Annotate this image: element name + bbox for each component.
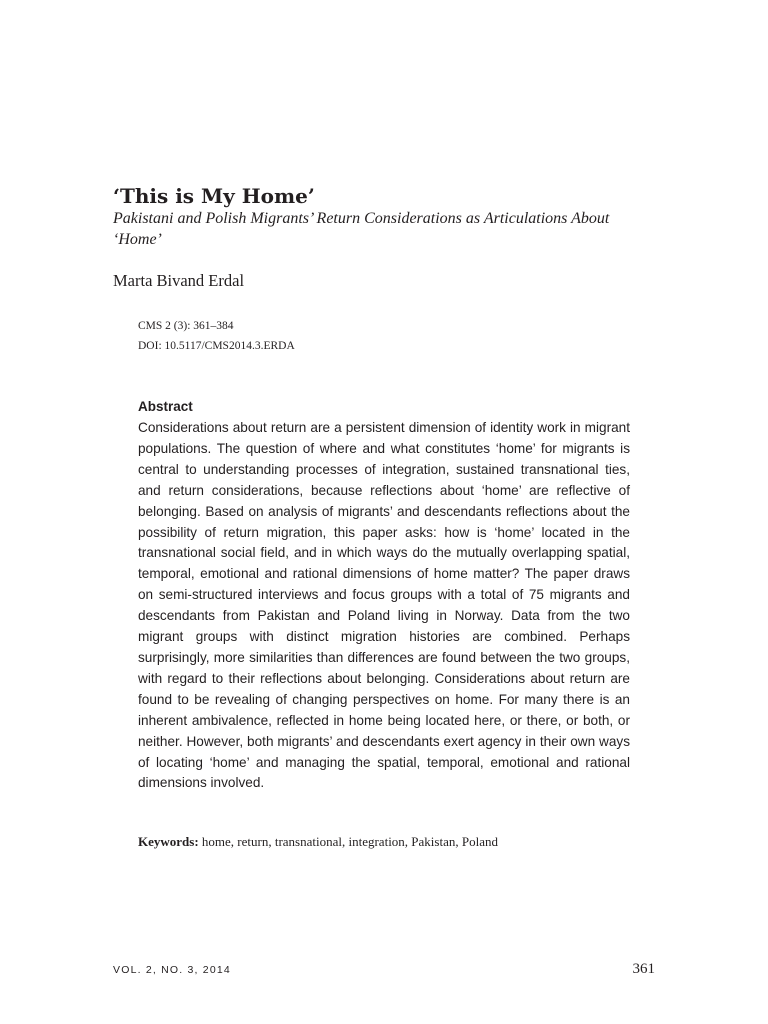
keywords (138, 832, 498, 852)
citation: CMS 2 (3): 361–384 (138, 320, 234, 332)
author-name: Marta Bivand Erdal (113, 271, 245, 290)
journal-issue: VOL. 2, NO. 3, 2014 (113, 964, 231, 976)
page-number: 361 (632, 961, 655, 977)
abstract-heading: Abstract (138, 399, 193, 414)
keywords-list: home, return, transnational, integration, Pakistan, Poland (201, 834, 498, 849)
doi: DOI: 10.5117/CMS2014.3.ERDA (138, 340, 295, 352)
article-title: ‘This is My Home’ (113, 184, 315, 208)
keywords-label: Keywords: (138, 834, 199, 849)
article-subtitle: Pakistani and Polish Migrants’ Return Considerations as Articulations About ‘Home’ (113, 210, 610, 248)
article-metadata (138, 316, 295, 356)
abstract-body: Considerations about return are a persistent dimension of identity work in migrant populations. The question of where and what constitutes ‘home’ for migrants is central to understanding processes of integration, sustained transnational ties, and return considerations, because reflections about ‘home’ are reflective of belonging. Based on analysis of migrants’ and descendants reflections about the possibility of return migration, this paper asks: how is ‘home’ located in the transnational social field, and in which ways do the mutually overlapping spatial, temporal, emotional and rational dimensions of home matter? The paper draws on semi-structured interviews and focus groups with a total of 75 migrants and descendants from Pakistan and Poland living in Norway. Data from the two migrant groups with distinct migration histories are combined. Perhaps surprisingly, more similarities than differences are found between the two groups, with regard to their reflections about belonging. Considerations about return are found to be revealing of changing perspectives on home. For many there is an inherent ambivalence, reflected in home being located here, or there, or both, or neither. However, both migrants’ and descendants exert agency in their own ways of locating ‘home’ and managing the spatial, temporal, emotional and rational dimensions involved. (138, 420, 630, 791)
